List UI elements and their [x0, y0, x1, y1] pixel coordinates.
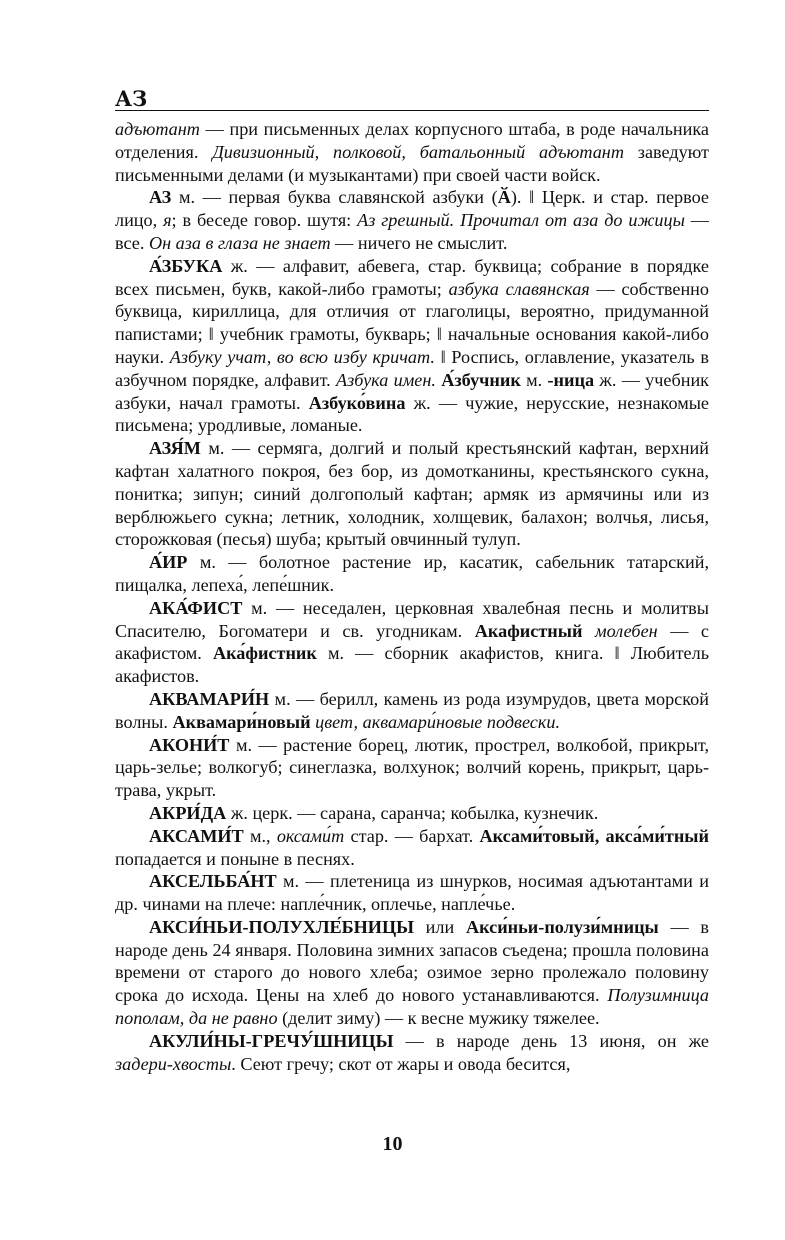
- headword: А́ИР: [149, 552, 188, 573]
- text-run: — в народе день 24 января. Половина зимних запасов съедена; прошла половина времени от старого до нового хлеба; озимое зерно пролежало половину срока до исхода. Цены на хлеб до нового устанавливаются.: [115, 916, 710, 1006]
- headword: АЗЯ́М: [149, 438, 201, 459]
- headword: АКСИ́НЬИ-ПОЛУХЛЕ́БНИЦЫ: [149, 916, 414, 937]
- headword: Акафистный: [474, 620, 583, 641]
- headword: Аквамари́новый: [172, 711, 311, 732]
- text-run: ). ‖ Церк. и стар. первое лицо,: [115, 187, 709, 231]
- text-run: — в народе день 13 июня, он же: [393, 1030, 709, 1051]
- italic-text: Полузимница пополам, да не равно: [115, 985, 709, 1029]
- text-run: — ничего не смыслит.: [330, 232, 508, 253]
- text-run: ж. церк. — сарана, саранча; кобылка, кузнечик.: [226, 802, 599, 823]
- headword: Ака́фистник: [212, 643, 317, 664]
- text-run: или: [413, 916, 466, 937]
- italic-text: азбука славянская: [448, 278, 590, 299]
- running-head: АЗ: [115, 86, 148, 111]
- headword: Ӑ: [497, 187, 511, 208]
- entry-aksamit: [115, 825, 709, 871]
- text-run: м. — плетеница из шнурков, носимая адъютантами и др. чинами на плече: напле́чник, оплечье, напле́чье.: [115, 871, 709, 915]
- text-run: м. — растение борец, лютик, прострел, волкобой, прикрыт, царь-зелье; волкогуб; синеглазка, волхунок; волчий корень, прикрыт, царь-трава, укрыт.: [115, 734, 709, 801]
- headword: -ница: [547, 369, 595, 390]
- headword: АКРИ́ДА: [149, 802, 227, 823]
- dictionary-text: [115, 118, 709, 1075]
- text-run: . Сеют гречу; скот от жары и овода бесится,: [231, 1053, 571, 1074]
- text-run: заведуют письменными делами (и музыкантами) при своей части войск.: [115, 141, 709, 185]
- text-run: ж. — алфавит, абевега, стар. буквица; собрание в порядке всех письмен, букв, какой-либо грамоты;: [115, 255, 709, 299]
- headword: АКСАМИ́Т: [149, 825, 244, 846]
- italic-text: Аз грешный. Прочитал от аза до ижицы: [357, 210, 685, 231]
- entry-akafist: [115, 597, 709, 688]
- entry-azbuka: [115, 255, 709, 437]
- text-run: — все.: [115, 210, 709, 253]
- text-run: м. — сермяга, долгий и полый крестьянский кафтан, верхний кафтан халатного покроя, без бор, из домотканины, крестьянского сукна, понитка; зипун; синий долгополый кафтан; армяк из армячины или из верблюжьего сукна; летник, холодник, холщевик, балахон; волчья, лисья, сторожковая (песья) шуба; крытый овчинный тулуп.: [115, 438, 709, 550]
- text-run: (делит зиму) — к весне мужику тяжелее.: [277, 1008, 600, 1029]
- text-run: м. — сборник акафистов, книга. ‖ Любитель акафистов.: [115, 643, 709, 687]
- entry-azyam: [115, 437, 709, 551]
- entry-az: [115, 186, 709, 254]
- entry-akonit: [115, 734, 709, 802]
- headword: Азбуко́вина: [308, 392, 406, 413]
- entry-aksinyi: [115, 916, 709, 1030]
- headword: Аксами́товый, акса́ми́тный: [479, 825, 709, 846]
- text-run: ж. — чужие, нерусские, незнакомые письмена; уродливые, ломаные.: [115, 392, 709, 436]
- headword: А́ЗБУКА: [149, 255, 223, 276]
- text-run: стар. — бархат.: [344, 825, 480, 846]
- text-run: — собственно буквица, кириллица, для отличия от глаголицы, вероятно, придуманной папистами; ‖ учебник грамоты, букварь; ‖ начальные основания какой-либо науки.: [115, 278, 709, 367]
- italic-text: Азбуку учат, во всю избу кричат.: [169, 346, 435, 367]
- entry-adyutant-cont: [115, 118, 709, 186]
- text-run: м. — первая буква славянской азбуки (: [171, 187, 498, 208]
- text-run: м.: [520, 369, 548, 390]
- headword: АКВАМАРИ́Н: [149, 688, 270, 709]
- italic-text: я: [163, 210, 172, 231]
- headword: Акси́ньи-полузи́мницы: [465, 916, 659, 937]
- headword: А́збучник: [441, 369, 521, 390]
- text-run: — с акафистом.: [115, 620, 709, 664]
- headword: АЗ: [149, 187, 172, 208]
- italic-text: Азбука имен.: [336, 369, 436, 390]
- italic-text: задери-хвосты: [115, 1053, 232, 1074]
- italic-text: Дивизионный, полковой, батальонный адъютант: [212, 141, 624, 162]
- text-run: м. — болотное растение ир, касатик, сабельник татарский, пищалка, лепеха́, лепе́шник.: [115, 552, 709, 595]
- headword: АКУЛИ́НЫ-ГРЕЧУ́ШНИЦЫ: [149, 1030, 394, 1051]
- italic-text: оксами́т: [276, 825, 345, 846]
- text-run: ; в беседе говор. шутя:: [171, 210, 358, 231]
- text-run: м. — неседален, церковная хвалебная песнь и молитвы Спасителю, Богоматери и св. угодникам.: [115, 597, 709, 641]
- page-number: 10: [382, 1133, 403, 1155]
- text-run: м.,: [243, 825, 277, 846]
- text-run: попадается и поныне в песнях.: [115, 848, 355, 869]
- text-run: ж. — учебник азбуки, начал грамоты.: [115, 369, 710, 413]
- headword: АКСЕЛЬБА́НТ: [149, 871, 277, 892]
- italic-text: цвет, аквамари́новые подвески.: [310, 711, 561, 732]
- headword: АКОНИ́Т: [149, 734, 230, 755]
- entry-air: [115, 551, 709, 597]
- text-run: ‖ Роспись, оглавление, указатель в азбучном порядке, алфавит.: [115, 346, 709, 390]
- entry-akvamarin: [115, 688, 709, 734]
- entry-akuliny: [115, 1030, 709, 1076]
- header-rule: [115, 110, 709, 111]
- entry-akrida: [115, 802, 709, 825]
- italic-text: адъютант: [115, 119, 200, 139]
- italic-text: молебен: [582, 620, 658, 641]
- text-run: — при письменных делах корпусного штаба, в роде начальника отделения.: [115, 119, 709, 162]
- italic-text: Он аза в глаза не знает: [148, 232, 331, 253]
- entry-akselbant: [115, 870, 709, 916]
- headword: АКА́ФИСТ: [149, 597, 243, 618]
- text-run: м. — берилл, камень из рода изумрудов, цвета морской волны.: [115, 688, 709, 732]
